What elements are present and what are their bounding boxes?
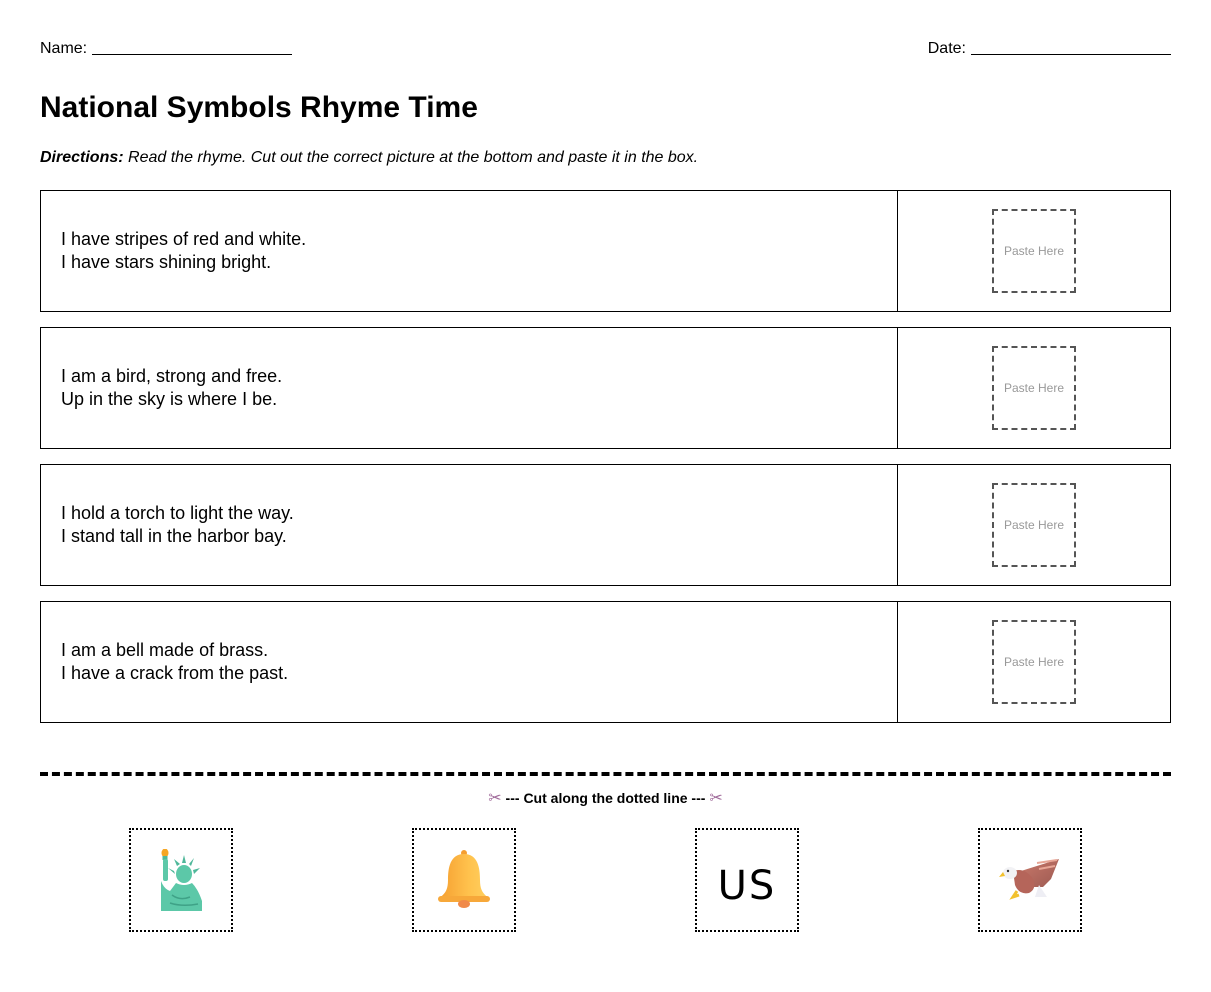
- paste-box[interactable]: Paste Here: [992, 209, 1076, 293]
- rhyme-table: [40, 190, 1171, 738]
- scissors-icon: ✂: [709, 790, 723, 807]
- cutout-statue-of-liberty[interactable]: [129, 828, 233, 932]
- date-line[interactable]: [971, 54, 1171, 55]
- cut-line: [40, 772, 1171, 776]
- paste-cell: [898, 602, 1170, 722]
- cut-label: [0, 788, 1211, 809]
- rhyme-text-cell: [41, 191, 898, 311]
- directions-text: Read the rhyme. Cut out the correct picture at the bottom and paste it in the box.: [123, 149, 699, 166]
- rhyme-line: I have stars shining bright.: [61, 252, 272, 272]
- paste-box[interactable]: Paste Here: [992, 346, 1076, 430]
- paste-box[interactable]: Paste Here: [992, 483, 1076, 567]
- cut-label-text: --- Cut along the dotted line ---: [501, 790, 710, 806]
- paste-box[interactable]: Paste Here: [992, 620, 1076, 704]
- rhyme-line: I stand tall in the harbor bay.: [61, 526, 287, 546]
- name-field[interactable]: [40, 38, 292, 60]
- rhyme-row: [40, 601, 1171, 723]
- cutout-bell[interactable]: [412, 828, 516, 932]
- us-flag-icon: US: [717, 863, 777, 909]
- name-label: Name:: [40, 40, 88, 57]
- paste-cell: [898, 328, 1170, 448]
- directions: [40, 148, 698, 168]
- rhyme-line: I am a bird, strong and free.: [61, 366, 283, 386]
- header-row: [40, 38, 1171, 60]
- rhyme-text-cell: [41, 328, 898, 448]
- page-title: National Symbols Rhyme Time: [40, 91, 478, 124]
- rhyme-line: I have stripes of red and white.: [61, 229, 307, 249]
- rhyme-line: Up in the sky is where I be.: [61, 389, 278, 409]
- paste-cell: [898, 191, 1170, 311]
- name-line[interactable]: [92, 54, 292, 55]
- rhyme-line: I have a crack from the past.: [61, 663, 289, 683]
- directions-label: Directions:: [40, 149, 124, 166]
- date-field[interactable]: [928, 38, 1171, 60]
- statue-of-liberty-icon: [156, 849, 206, 911]
- rhyme-line: I am a bell made of brass.: [61, 640, 269, 660]
- scissors-icon: ✂: [488, 790, 502, 807]
- rhyme-line: I hold a torch to light the way.: [61, 503, 294, 523]
- rhyme-text-cell: [41, 465, 898, 585]
- rhyme-text-cell: [41, 602, 898, 722]
- cutout-eagle[interactable]: [978, 828, 1082, 932]
- eagle-icon: [999, 857, 1061, 903]
- paste-cell: [898, 465, 1170, 585]
- date-label: Date:: [927, 40, 966, 57]
- rhyme-row: [40, 190, 1171, 312]
- cutout-pictures: [40, 828, 1171, 932]
- cutout-us-flag[interactable]: [695, 828, 799, 932]
- rhyme-row: [40, 464, 1171, 586]
- bell-icon: [435, 850, 493, 910]
- rhyme-row: [40, 327, 1171, 449]
